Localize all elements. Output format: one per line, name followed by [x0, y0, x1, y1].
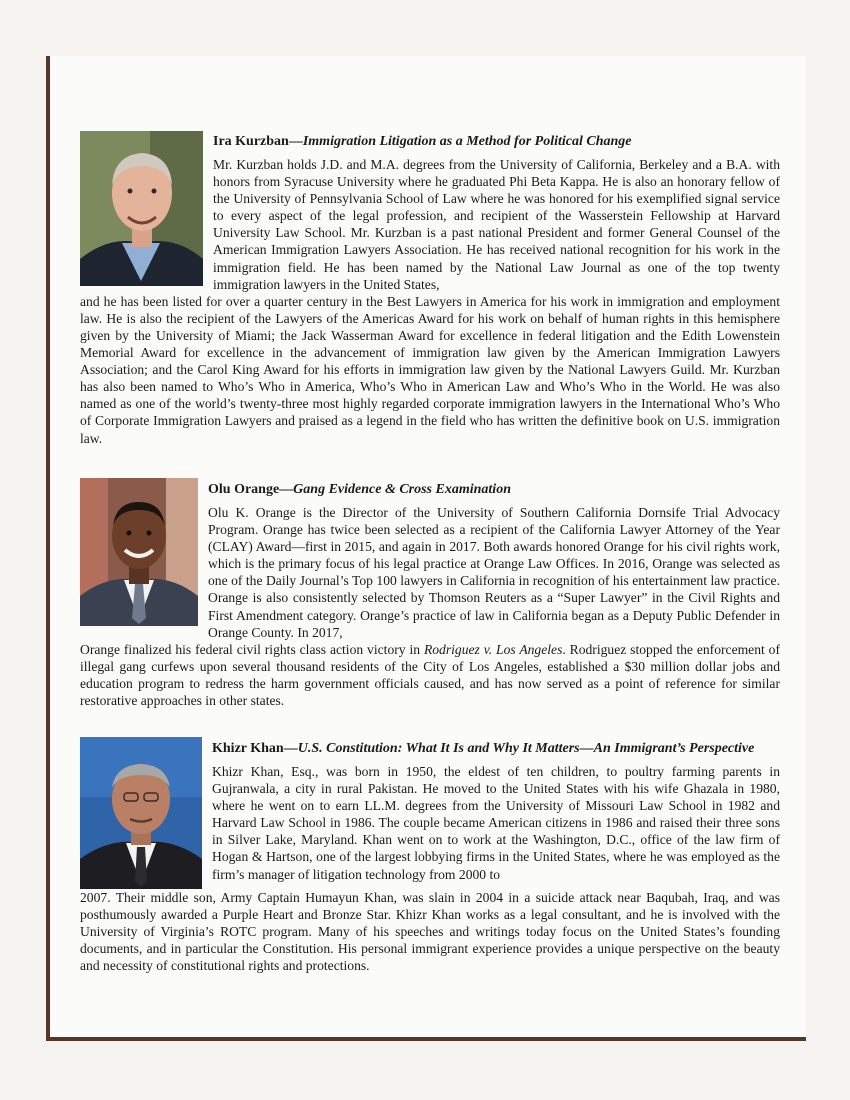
- bio-paragraph: Mr. Kurzban holds J.D. and M.A. degrees from the University of California, Berkeley and a B.A. with honors from Syracuse University where he graduated Phi Beta Kappa. He is also an honorary fellow of the University of Pennsylvania School of Law where he was honored for his exemplified signal service to every aspect of the legal profession, and recipient of the Wasserstein Fellowship at Harvard University Law School. Mr. Kurzban is a past national President and former General Counsel of the American Immigration Lawyers Association. He has received national recognition for his work in the immigration field. He has been named by the National Law Journal as one of the top twenty immigration lawyers in the United States,: [213, 157, 780, 292]
- bio-paragraph-continued: and he has been listed for over a quarter century in the Best Lawyers in America for his work in immigration and employment law. He is also the recipient of the Lawyers of the Americas Award for his work on behalf of human rights in this hemisphere given by the University of Miami; the Jack Wasserman Award for excellence in federal litigation and the Edith Lowenstein Memorial Award for excellence in the advancement of immigration law given by the American Immigration Lawyers Association; and the Carol King Award for his efforts in immigration law given by the National Lawyers Guild. Mr. Kurzban has also been named to Who’s Who in America, Who’s Who in American Law and Who’s Who in the World. He was also named as one of the world’s twenty-three most highly regarded corporate immigration lawyers in the International Who’s Who of Corporate Immigration Lawyers and praised as a legend in the field who has written the definitive book on U.S. immigration law.: [80, 293, 780, 446]
- bio-ira-kurzban: [80, 131, 780, 447]
- bio-heading: Olu Orange—Gang Evidence & Cross Examination: [208, 482, 511, 497]
- bio-paragraph-continued: 2007. Their middle son, Army Captain Humayun Khan, was slain in 2004 in a suicide attack near Baqubah, Iraq, and was posthumously awarded a Purple Heart and Bronze Star. Khizr Khan works as a legal consultant, and he is involved with the University of Virginia’s ROTC program. Many of his speeches and writings today focus on the United States’s founding documents, and in particular the Constitution. His personal immigrant experience provides a unique perspective on the beauty and necessity of constitutional rights and protections.: [80, 890, 780, 974]
- speaker-name: Olu Orange: [208, 482, 280, 497]
- bio-paragraph: Olu K. Orange is the Director of the University of Southern California Dornsife Trial Advocacy Program. Orange has twice been selected as a recipient of the California Lawyer Attorney of the Year (CLAY) Award—first in 2015, and again in 2017. Both awards honored Orange for his civil rights work, which is the primary focus of his legal practice at Orange Law Offices. In 2016, Orange was selected as one of the Daily Journal’s Top 100 lawyers in California in recognition of his entertainment law practice. Orange is also consistently selected by Thomson Reuters as a “Super Lawyer” in the Civil Rights and First Amendment category. Orange’s practice of law in California began as a Deputy Public Defender in Orange County. In 2017,: [208, 505, 780, 640]
- talk-topic: U.S. Constitution: What It Is and Why It Matters—An Immigrant’s Perspective: [297, 741, 755, 756]
- bio-paragraph: Khizr Khan, Esq., was born in 1950, the eldest of ten children, to poultry farming parents in Gujranwala, a city in rural Pakistan. He moved to the United States with his wife Ghazala in 1980, where he went on to earn LL.M. degrees from the University of Missouri Law School in 1982 and Harvard Law School in 1986. The couple became American citizens in 1986 and raised their three sons in Silver Lake, Maryland. Khan went on to work at the Washington, D.C., office of the law firm of Hogan & Hartson, one of the largest lobbying firms in the United States, where he was employed as the firm’s manager of litigation technology from 2000 to: [212, 764, 780, 882]
- portrait-photo-icon: [80, 737, 202, 889]
- portrait-photo-icon: [80, 131, 203, 286]
- olu-orange-photo: [80, 478, 198, 626]
- bio-heading: Khizr Khan—U.S. Constitution: What It Is and Why It Matters—An Immigrant’s Perspective: [212, 741, 755, 756]
- talk-topic: Immigration Litigation as a Method for Political Change: [302, 134, 632, 149]
- bio-heading: Ira Kurzban—Immigration Litigation as a Method for Political Change: [213, 134, 632, 149]
- bio-paragraph-continued: [80, 641, 780, 709]
- bio-text: . Rodriguez stopped the enforcement of illegal gang curfews upon several thousand residents of the City of Los Angeles, established a $30 million dollar jobs and education program to redress the harm government officials caused, and has now served as a point of reference for similar restorative approaches in other states.: [80, 641, 780, 709]
- bio-text: Orange finalized his federal civil rights class action victory in: [80, 641, 424, 657]
- khizr-khan-photo: [80, 737, 202, 889]
- bio-khizr-khan: [80, 737, 780, 974]
- talk-topic: Gang Evidence & Cross Examination: [293, 482, 511, 497]
- speaker-name: Khizr Khan: [212, 741, 284, 756]
- ira-kurzban-photo: [80, 131, 203, 286]
- portrait-photo-icon: [80, 478, 198, 626]
- bio-olu-orange: [80, 478, 780, 709]
- speaker-name: Ira Kurzban: [213, 134, 289, 149]
- case-name: Rodriguez v. Los Angeles: [423, 641, 563, 657]
